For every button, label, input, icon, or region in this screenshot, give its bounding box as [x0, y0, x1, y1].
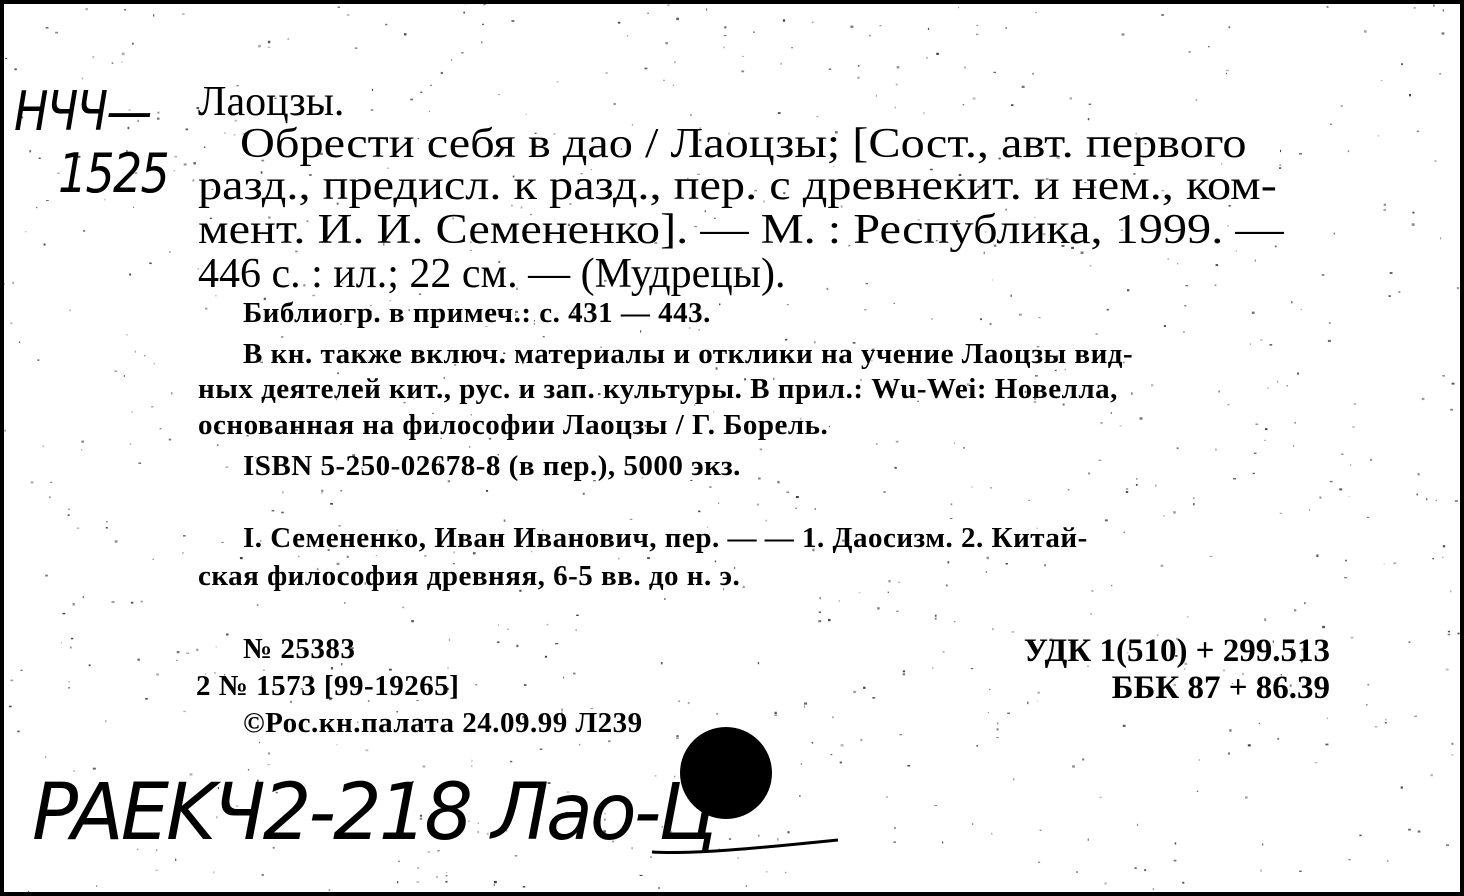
isbn-line: ISBN 5-250-02678-8 (в пер.), 5000 экз.	[243, 450, 741, 482]
note-contents-3: основанная на философии Лаоцзы / Г. Борель.	[198, 409, 829, 441]
handwritten-shelf-mark-bottom: 1525	[58, 142, 169, 205]
copyright-line: ©Рос.кн.палата 24.09.99 Л239	[243, 707, 643, 739]
body-line-3: мент. И. И. Семененко]. — М. : Республика, 1999. —	[198, 207, 1284, 253]
handwritten-shelf-mark-top: НЧЧ—	[14, 80, 151, 143]
book-chamber-number: 2 № 1573 [99-19265]	[196, 670, 460, 702]
body-line-1-text: Обрести себя в дао / Лаоцзы; [Сост., авт. первого	[240, 121, 1247, 167]
bbk-classification: ББК 87 + 86.39	[1111, 670, 1330, 706]
body-line-4: 446 с. : ил.; 22 см. — (Мудрецы).	[198, 251, 786, 297]
handwritten-call-number: PAEKЧ2-218 Лао-Ц	[32, 768, 715, 858]
tracing-line-2: ская философия древняя, 6-5 вв. до н. э.	[198, 560, 741, 592]
card-number: № 25383	[243, 633, 356, 665]
note-contents-1: В кн. также включ. материалы и отклики на учение Лаоцзы вид-	[243, 338, 1134, 370]
author-heading: Лаоцзы.	[198, 79, 345, 125]
handwritten-flourish	[650, 838, 840, 856]
body-line-1	[240, 120, 1247, 168]
body-line-2: разд., предисл. к разд., пер. с древнекит. и нем., ком-	[198, 163, 1277, 209]
note-bibliography: Библиогр. в примеч.: с. 431 — 443.	[243, 297, 711, 329]
udc-classification: УДК 1(510) + 299.513	[1023, 633, 1330, 669]
tracing-line-1: I. Семененко, Иван Иванович, пер. — — 1. Даосизм. 2. Китай-	[243, 522, 1088, 554]
note-contents-2: ных деятелей кит., рус. и зап. культуры. В прил.: Wu-Wei: Новелла,	[198, 373, 1118, 405]
